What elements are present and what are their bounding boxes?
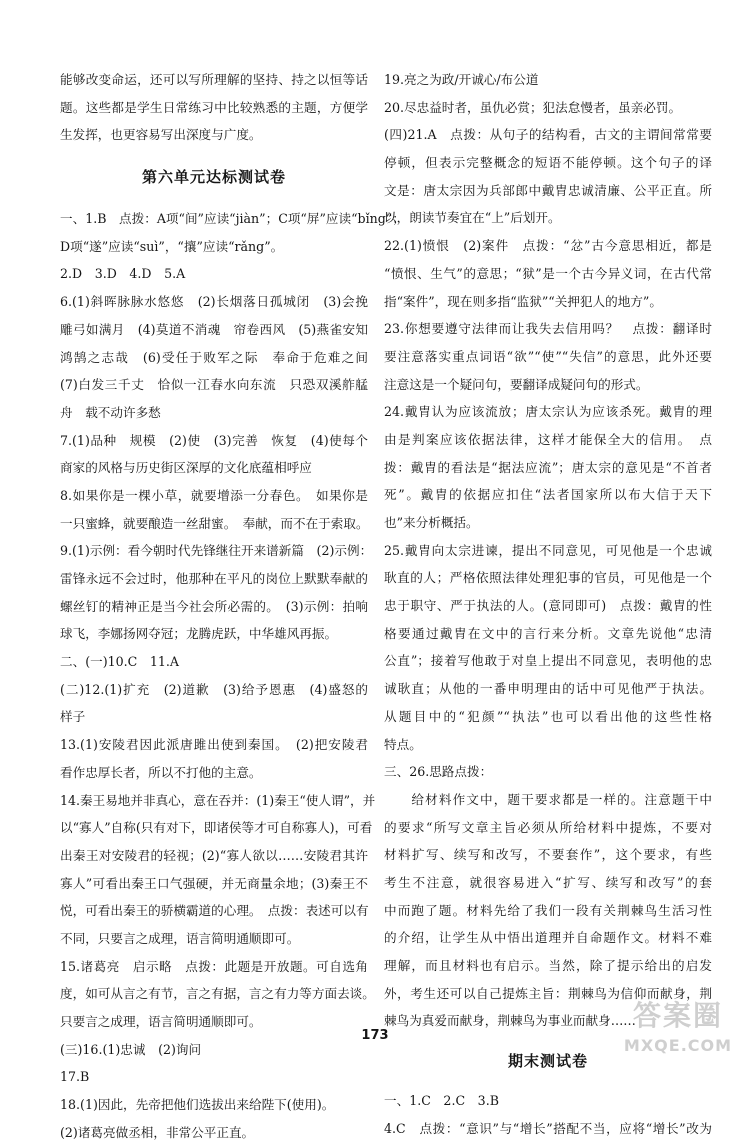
text-line: 死”。戴胄的依据应扣住“法者国家所以布大信于天下 (384, 487, 712, 503)
text-line: “愤恨、生气”的意思；“狱”是一个古今异义词，在古代常 (384, 265, 712, 281)
text-line: 度，如可从言之有节，言之有据，言之有力等方面去谈。 (60, 986, 375, 1002)
text-line: 22.(1)愤恨 (2)案件 点拨：“忿”古今意思相近，都是 (384, 238, 712, 254)
text-line: (7)白发三千丈 恰似一江春水向东流 只恐双溪舴艋 (60, 377, 368, 393)
text-line: 能够改变命运，还可以写所理解的坚持、持之以恒等话 (60, 72, 368, 87)
text-line: 不同，只要言之成理，语言简明通顺即可。 (60, 930, 300, 946)
text-line: 寡人”可看出秦王口气强硬，并无商量余地；(3)秦王不 (60, 875, 368, 891)
text-line: 雕弓如满月 (4)莫道不消魂 帘卷西风 (5)燕雀安知 (60, 321, 368, 337)
text-line: 以“寡人”自称(只有对下，即诸侯等才可自称寡人)，可看 (60, 820, 373, 836)
text-line: 商家的风格与历史街区深厚的文化底蕴相呼应 (60, 460, 312, 476)
text-line: 题。这些都是学生日常练习中比较熟悉的主题，方便学 (60, 99, 368, 115)
text-line: 要注意落实重点词语“欲”“使”“失信”的意思，此外还要 (384, 348, 712, 364)
watermark-url: MXQE.COM (623, 1036, 733, 1055)
text-line: 忠于职守、严于执法的人。(意同即可) 点拨：戴胄的性 (384, 598, 712, 614)
text-line: 以，朗读节奏宜在“上”后划开。 (384, 210, 561, 226)
text-line: 格要通过戴胄在文中的言行来分析。文章先说他“忠清 (384, 625, 712, 641)
text-line: 也”来分析概括。 (384, 515, 479, 530)
text-line: (2)诸葛亮做丞相，非常公平正直。 (60, 1124, 255, 1140)
text-line: 4.C 点拨：“意识”与“增长”搭配不当，应将“增长”改为 (384, 1120, 712, 1136)
text-line: 球飞，李娜扬网夺冠；龙腾虎跃，中华雄风再振。 (60, 626, 338, 642)
text-line: 特点。 (384, 736, 422, 752)
text-line: 螺丝钉的精神正是当今社会所必需的。 (3)示例：拍响 (60, 598, 368, 614)
text-line: 的介绍，让学生从中悟出道理并自命题作文。材料不难 (384, 930, 712, 946)
text-line: 给材料作文中，题干要求都是一样的。注意题干中 (384, 791, 712, 807)
text-line: 生发挥，也更容易写出深度与广度。 (60, 127, 262, 143)
watermark-logo (608, 998, 748, 1068)
text-line: 一只蜜蜂，就要酿造一丝甜蜜。 奉献，而不在于索取。 (60, 515, 369, 531)
text-line: 诚耿直；从他的一番申明理由的话中可见他严于执法。 (384, 681, 712, 697)
text-line: 17.B (60, 1069, 90, 1085)
right-column (384, 66, 712, 1142)
text-line: (三)16.(1)忠诚 (2)询问 (60, 1041, 202, 1057)
text-line: 鸿鹄之志哉 (6)受任于败军之际 奉命于危难之间 (60, 349, 368, 365)
text-line: 从题目中的“犯颜”“执法”也可以看出他的这些性格 (384, 708, 712, 724)
text-line: 二、(一)10.C 11.A (60, 654, 179, 670)
text-line: 2.D 3.D 4.D 5.A (60, 266, 186, 282)
text-line: (四)21.A 点拨：从句子的结构看，古文的主谓间常常要 (384, 127, 712, 143)
text-line: 20.尽忠益时者，虽仇必赏；犯法怠慢者，虽亲必罚。 (384, 99, 682, 115)
text-line: 9.(1)示例：看今朝时代先锋继往开来谱新篇 (2)示例： (60, 543, 373, 559)
text-line: 19.亮之为政/开诚心/布公道 (384, 72, 539, 87)
text-line: 的要求“所写文章主旨必须从所给材料中提炼，不要对 (384, 819, 712, 835)
text-line: 7.(1)品种 规模 (2)使 (3)完善 恢复 (4)使每个 (60, 432, 368, 448)
text-line: 24.戴胄认为应该流放；唐太宗认为应该杀死。戴胄的理 (384, 404, 712, 420)
text-line: 由是判案应该依据法律，这样才能保全大的信用。 点 (384, 431, 712, 447)
text-line: 注意这是一个疑问句，要翻译成疑问句的形式。 (384, 376, 649, 392)
section-title-final-exam: 期末测试卷 (507, 1052, 588, 1071)
right-answers-block (384, 66, 712, 1035)
text-line: 8.如果你是一棵小草，就要增添一分春色。 如果你是 (60, 487, 368, 503)
text-line: (二)12.(1)扩充 (2)道歉 (3)给予恩惠 (4)盛怒的 (60, 681, 368, 697)
text-line: 一、1.C 2.C 3.B (384, 1093, 499, 1109)
text-line: 一、1.B 点拨：A项“间”应读“jiàn”；C项“屏”应读“bǐng”； (60, 211, 405, 227)
text-line: 文是：唐太宗因为兵部郎中戴胄忠诚清廉、公平正直。所 (384, 182, 712, 198)
text-line: 只要言之成理，语言简明通顺即可。 (60, 1014, 262, 1029)
text-line: 公直”；接着写他敢于对皇上提出不同意见，表明他的忠 (384, 653, 712, 669)
text-line: 指“案件”，现在则多指“监狱”“关押犯人的地方”。 (384, 293, 662, 309)
text-line: 25.戴胄向太宗进谏，提出不同意见，可见他是一个忠诚 (384, 542, 712, 558)
text-line: 15.诸葛亮 启示略 点拨：此题是开放题。可自选角 (60, 958, 368, 974)
text-line: 雷锋永远不会过时，他那种在平凡的岗位上默默奉献的 (60, 571, 368, 586)
text-line: 6.(1)斜晖脉脉水悠悠 (2)长烟落日孤城闭 (3)会挽 (60, 294, 368, 310)
text-line: 看作忠厚长者，所以不打他的主意。 (60, 764, 262, 780)
right-bottom-block (384, 1087, 712, 1142)
text-line: D项“遂”应读“suì”，“攘”应读“rǎng”。 (60, 238, 284, 254)
text-line: 样子 (60, 709, 86, 725)
text-line: 舟 载不动许多愁 (60, 404, 161, 420)
section-title-unit6: 第六单元达标测试卷 (141, 168, 286, 187)
text-line: 18.(1)因此，先帝把他们选拔出来给陛下(使用)。 (60, 1097, 335, 1113)
page-number: 173 (361, 1028, 389, 1043)
text-line: 23.你想要遵守法律而让我失去信用吗？ 点拨：翻译时 (384, 321, 712, 337)
text-line: 外，考生还可以自己提炼主旨：荆棘鸟为信仰而献身，荆 (384, 985, 712, 1001)
text-line: 悦，可看出秦王的骄横霸道的心理。 点拨：表述可以有 (60, 903, 369, 919)
text-line: 理解，而且材料也有启示。当然，除了提示给出的启发 (384, 958, 712, 973)
text-line: 停顿，但表示完整概念的短语不能停顿。这个句子的译 (384, 155, 712, 171)
left-intro-block (60, 66, 368, 149)
text-line: 耿直的人；严格依照法律处理犯事的官员，可见他是一个 (384, 570, 712, 586)
text-line: 三、26.思路点拨： (384, 764, 493, 780)
text-line: 棘鸟为真爱而献身，荆棘鸟为事业而献身…… (384, 1013, 636, 1029)
text-line: 14.秦王易地并非真心，意在吞并：(1)秦王“使人谓”，并 (60, 792, 376, 808)
text-line: 拨：戴胄的看法是“据法应流”；唐太宗的意见是“不首者 (384, 459, 712, 475)
text-line: 考生不注意，就很容易进入“扩写、续写和改写”的套 (384, 874, 712, 890)
text-line: 材料扩写、续写和改写，不要套作”，这个要求，有些 (384, 847, 712, 863)
text-line: 13.(1)安陵君因此派唐雎出使到秦国。 (2)把安陵君 (60, 737, 368, 753)
text-line: 出秦王对安陵君的轻视；(2)“寡人欲以……安陵君其许 (60, 847, 368, 863)
watermark-text: 答案圈 (632, 999, 723, 1032)
text-line: 中而跑了题。材料先给了我们一段有关荆棘鸟生活习性 (384, 902, 712, 918)
